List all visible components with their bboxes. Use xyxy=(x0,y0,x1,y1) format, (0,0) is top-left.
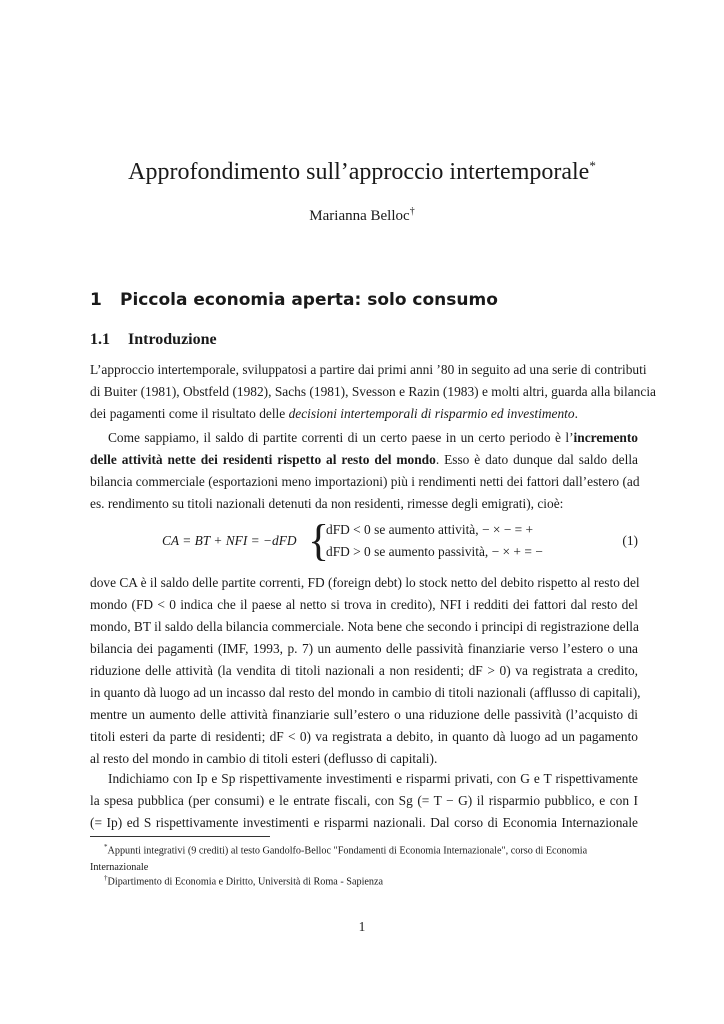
author-footnote-mark: † xyxy=(409,206,415,217)
footnote-1-line-1 xyxy=(90,839,638,859)
paper-title xyxy=(0,158,724,186)
author-line xyxy=(0,206,724,225)
text-span: . xyxy=(574,406,578,421)
footnote-text: Appunti integrativi (9 crediti) al testo Gandolfo-Belloc "Fondamenti di Economia Internazionale", corso di Economia xyxy=(107,845,588,857)
equation-case-2: dFD > 0 se aumento passività, − × + = − xyxy=(326,544,543,559)
text-span: Come sappiamo, il saldo di partite correnti di un certo paese in un certo periodo è l’ xyxy=(108,430,574,445)
title-text: Approfondimento sull’approccio intertemporale xyxy=(128,159,590,185)
paragraph-savings xyxy=(90,768,638,834)
text-line: es. rendimento su titoli nazionali detenuti da non residenti, rimesse degli emigrati), cioè: xyxy=(90,496,564,511)
equation-lhs: CA = BT + NFI = −dFD xyxy=(162,533,297,548)
paragraph-current-account xyxy=(90,427,638,515)
text-line: mentre un aumento delle attività finanziarie sull’estero o una riduzione delle passività (l’acquisto di xyxy=(90,707,638,722)
text-line: L’approccio intertemporale, sviluppatosi a partire dai primi anni ’80 in seguito ad una serie di contributi xyxy=(90,362,647,377)
text-line: dove CA è il saldo delle partite correnti, FD (foreign debt) lo stock netto del debito rispetto al resto del xyxy=(90,575,640,590)
text-line: Indichiamo con Ip e Sp rispettivamente investimenti e risparmi privati, con G e T rispettivamente xyxy=(108,771,638,786)
author-name: Marianna Belloc xyxy=(309,208,410,224)
section-1-heading xyxy=(90,290,498,310)
footnote-rule xyxy=(90,836,270,837)
text-line: mondo, BT il saldo della bilancia commerciale. Nota bene che secondo i principi di registrazione della xyxy=(90,619,639,634)
section-1-number: 1 xyxy=(90,290,102,310)
equation-number: (1) xyxy=(622,533,638,548)
text-line xyxy=(90,427,638,449)
bold-emphasis: incremento xyxy=(573,430,638,445)
text-span: . Esso è dato dunque dal saldo della xyxy=(435,452,638,467)
text-line: bilancia commerciale (esportazioni meno importazioni) più i rendimenti netti dei fattori dall’estero (ad xyxy=(90,474,640,489)
text-span: dei pagamenti come il risultato delle xyxy=(90,406,289,421)
curly-brace: { xyxy=(308,516,330,565)
section-1-1-heading xyxy=(90,331,217,349)
text-line xyxy=(90,449,638,471)
text-line: bilancia dei pagamenti (IMF, 1993, p. 7) un aumento delle passività finanziarie verso l’estero o una xyxy=(90,641,638,656)
paragraph-definitions xyxy=(90,572,641,770)
footnote-2-line-1 xyxy=(90,870,638,890)
page-number: 1 xyxy=(358,919,366,934)
text-line: in quanto dà luogo ad un incasso dal resto del mondo in cambio di titoli nazionali (afflusso di capitali), xyxy=(90,685,641,700)
text-line xyxy=(90,403,638,425)
equation-case-1: dFD < 0 se aumento attività, − × − = + xyxy=(326,522,534,537)
footnote-2 xyxy=(90,870,638,890)
text-line: la spesa pubblica (per consumi) e le entrate fiscali, con Sg (= T − G) il risparmio pubblico, e con I xyxy=(90,793,638,808)
title-footnote-mark: * xyxy=(589,158,596,173)
paragraph-intro xyxy=(90,359,656,425)
footnote-mark: † xyxy=(104,874,108,882)
text-line: di Buiter (1981), Obstfeld (1982), Sachs (1981), Svesson e Razin (1983) e molti altri, guarda alla bilancia xyxy=(90,384,656,399)
text-line: mondo (FD < 0 indica che il paese al netto si trova in credito), NFI i redditi dei fattori dal resto del xyxy=(90,597,638,612)
section-1-title: Piccola economia aperta: solo consumo xyxy=(120,290,498,310)
text-line: titoli esteri da parte di residenti; dF < 0) va registrata a debito, in quanto dà luogo ad un pagamento xyxy=(90,729,638,744)
italic-emphasis: decisioni intertemporali di risparmio ed investimento xyxy=(288,406,575,421)
footnote-mark: * xyxy=(104,843,108,851)
text-line: riduzione delle attività (la vendita di titoli nazionali a non residenti; dF > 0) va registrata a credito, xyxy=(90,663,638,678)
section-1-1-number: 1.1 xyxy=(90,331,110,348)
equation-1 xyxy=(90,516,638,565)
footnote-text: Dipartimento di Economia e Diritto, Università di Roma - Sapienza xyxy=(107,876,384,888)
bold-emphasis: delle attività nette dei residenti rispetto al resto del mondo xyxy=(90,452,436,467)
text-line: al resto del mondo in cambio di titoli esteri (deflusso di capitali). xyxy=(90,751,438,766)
section-1-1-title: Introduzione xyxy=(128,331,217,348)
text-line: (= Ip) ed S rispettivamente investimenti e risparmi nazionali. Dal corso di Economia Internazionale xyxy=(90,815,638,830)
footnote-1-line-2: Internazionale xyxy=(90,862,149,874)
